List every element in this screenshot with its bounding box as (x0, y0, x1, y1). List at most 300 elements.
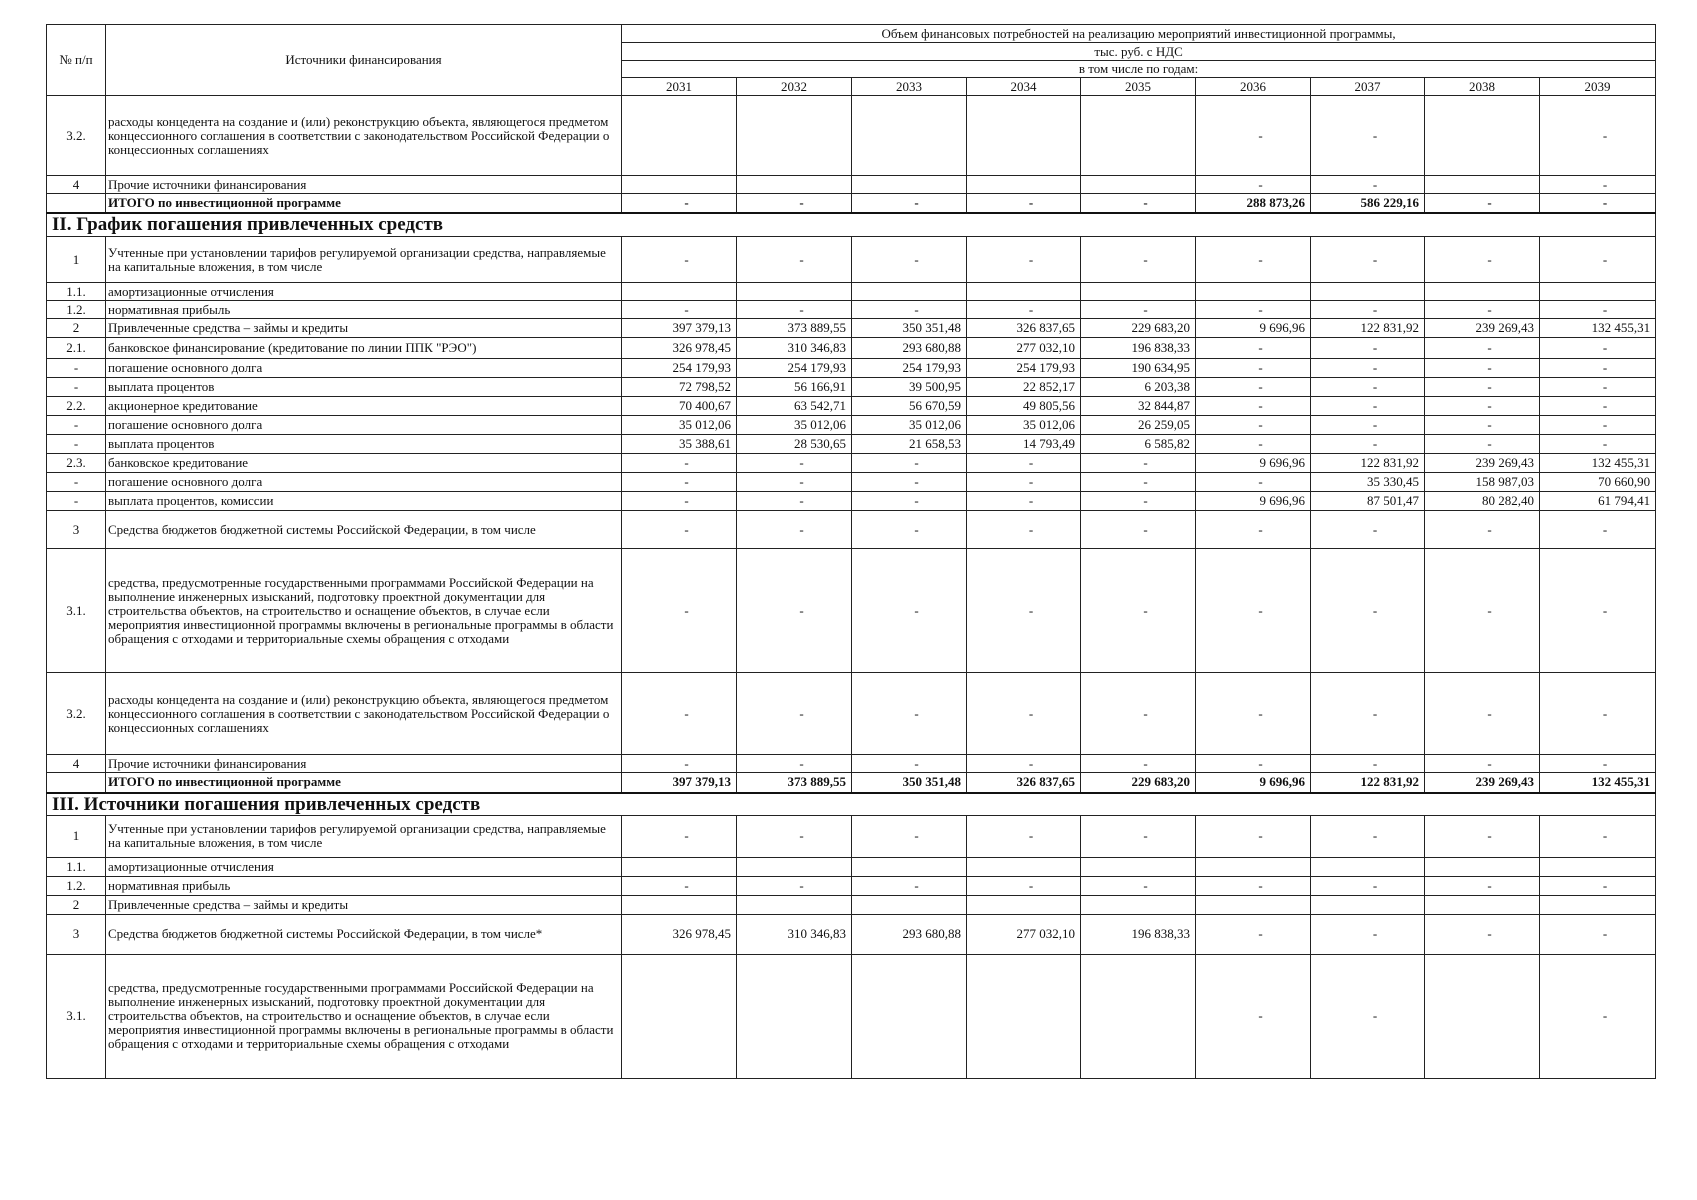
value-cell (1196, 283, 1311, 301)
table-row (47, 673, 1656, 755)
value-cell: - (852, 194, 967, 213)
row-number: 3.2. (47, 96, 106, 176)
value-cell: - (622, 454, 737, 473)
value-cell: - (737, 876, 852, 895)
row-number: 3 (47, 914, 106, 954)
value-cell: - (1311, 673, 1425, 755)
value-cell: - (1425, 416, 1540, 435)
value-cell: 196 838,33 (1081, 338, 1196, 359)
row-label: погашение основного долга (106, 416, 622, 435)
row-number: 1.1. (47, 283, 106, 301)
value-cell: - (1196, 359, 1311, 378)
row-number: - (47, 378, 106, 397)
value-cell: 35 012,06 (967, 416, 1081, 435)
table-row (47, 416, 1656, 435)
value-cell: - (1540, 954, 1656, 1078)
value-cell: - (622, 237, 737, 283)
col-header-year: 2031 (622, 78, 737, 96)
value-cell: - (622, 511, 737, 549)
row-label: ИТОГО по инвестиционной программе (106, 194, 622, 213)
row-label: амортизационные отчисления (106, 857, 622, 876)
col-header-source: Источники финансирования (106, 25, 622, 96)
value-cell: 239 269,43 (1425, 319, 1540, 338)
value-cell (967, 176, 1081, 194)
value-cell: - (1540, 237, 1656, 283)
total-row (47, 194, 1656, 213)
value-cell: 21 658,53 (852, 435, 967, 454)
value-cell: - (1311, 914, 1425, 954)
value-cell (1425, 96, 1540, 176)
value-cell: - (1311, 176, 1425, 194)
value-cell (852, 176, 967, 194)
table-row (47, 511, 1656, 549)
value-cell: 326 978,45 (622, 338, 737, 359)
section-heading: II. График погашения привлеченных средств (47, 213, 1656, 237)
value-cell: 28 530,65 (737, 435, 852, 454)
value-cell: 397 379,13 (622, 773, 737, 793)
value-cell: - (1311, 755, 1425, 773)
col-header-no: № п/п (47, 25, 106, 96)
value-cell: - (1196, 301, 1311, 319)
value-cell: - (1081, 301, 1196, 319)
value-cell (1425, 283, 1540, 301)
value-cell: - (852, 492, 967, 511)
table-row (47, 96, 1656, 176)
value-cell: 63 542,71 (737, 397, 852, 416)
value-cell: - (1311, 954, 1425, 1078)
table-row (47, 492, 1656, 511)
value-cell: - (1540, 378, 1656, 397)
table-row (47, 435, 1656, 454)
row-number: - (47, 416, 106, 435)
row-number: 1.1. (47, 857, 106, 876)
value-cell: - (1081, 492, 1196, 511)
value-cell: 239 269,43 (1425, 454, 1540, 473)
table-row (47, 857, 1656, 876)
col-header-year: 2038 (1425, 78, 1540, 96)
row-label: Средства бюджетов бюджетной системы Российской Федерации, в том числе* (106, 914, 622, 954)
value-cell: - (1540, 338, 1656, 359)
value-cell (1425, 857, 1540, 876)
value-cell (1311, 895, 1425, 914)
value-cell: 9 696,96 (1196, 454, 1311, 473)
row-label: выплата процентов, комиссии (106, 492, 622, 511)
value-cell: - (852, 473, 967, 492)
value-cell (1540, 283, 1656, 301)
value-cell: - (1081, 511, 1196, 549)
value-cell (622, 96, 737, 176)
value-cell: - (1081, 549, 1196, 673)
value-cell (1081, 96, 1196, 176)
value-cell: - (1540, 416, 1656, 435)
row-label: Прочие источники финансирования (106, 755, 622, 773)
value-cell: - (1081, 876, 1196, 895)
value-cell: - (1081, 194, 1196, 213)
value-cell: 254 179,93 (622, 359, 737, 378)
total-row (47, 773, 1656, 793)
value-cell: - (1425, 914, 1540, 954)
row-number: 2.2. (47, 397, 106, 416)
value-cell (622, 895, 737, 914)
value-cell: - (1540, 301, 1656, 319)
value-cell (622, 954, 737, 1078)
value-cell (737, 283, 852, 301)
table-row (47, 473, 1656, 492)
row-label: нормативная прибыль (106, 301, 622, 319)
value-cell: 122 831,92 (1311, 773, 1425, 793)
table-row (47, 815, 1656, 857)
value-cell: - (852, 815, 967, 857)
row-label: средства, предусмотренные государственными программами Российской Федерации на выполнение инженерных изысканий, подготовку проектной документации для строительства объектов, на строительство и оснащение объектов, в случае если мероприятия инвестиционной программы включены в региональные программы в области обращения с отходами и территориальные схемы обращения с отходами (106, 549, 622, 673)
value-cell (622, 857, 737, 876)
value-cell: 254 179,93 (852, 359, 967, 378)
value-cell: - (1081, 755, 1196, 773)
row-number: 3.1. (47, 954, 106, 1078)
value-cell: - (737, 492, 852, 511)
value-cell: 6 203,38 (1081, 378, 1196, 397)
value-cell: - (1540, 549, 1656, 673)
row-number: - (47, 492, 106, 511)
value-cell: - (1196, 755, 1311, 773)
row-label: Учтенные при установлении тарифов регулируемой организации средства, направляемые на капитальные вложения, в том числе (106, 815, 622, 857)
value-cell: 326 978,45 (622, 914, 737, 954)
table-row (47, 338, 1656, 359)
value-cell: - (967, 549, 1081, 673)
value-cell: - (967, 301, 1081, 319)
value-cell: - (737, 301, 852, 319)
row-number: 2 (47, 895, 106, 914)
value-cell: 397 379,13 (622, 319, 737, 338)
value-cell: 310 346,83 (737, 338, 852, 359)
row-label: банковское кредитование (106, 454, 622, 473)
value-cell: - (1540, 176, 1656, 194)
value-cell: 373 889,55 (737, 773, 852, 793)
table-row (47, 176, 1656, 194)
value-cell: - (1425, 338, 1540, 359)
value-cell (737, 954, 852, 1078)
section-heading-row (47, 793, 1656, 816)
value-cell: - (1311, 237, 1425, 283)
value-cell: - (1081, 473, 1196, 492)
value-cell: - (1081, 673, 1196, 755)
value-cell (622, 283, 737, 301)
value-cell: - (1311, 359, 1425, 378)
value-cell: 32 844,87 (1081, 397, 1196, 416)
section-heading: III. Источники погашения привлеченных средств (47, 793, 1656, 816)
value-cell: - (1425, 511, 1540, 549)
section-heading-row (47, 213, 1656, 237)
row-label: Прочие источники финансирования (106, 176, 622, 194)
value-cell: - (852, 454, 967, 473)
value-cell (622, 176, 737, 194)
value-cell: - (1196, 416, 1311, 435)
row-number: 1.2. (47, 301, 106, 319)
row-number: 1.2. (47, 876, 106, 895)
value-cell: 586 229,16 (1311, 194, 1425, 213)
value-cell: 132 455,31 (1540, 773, 1656, 793)
table-row (47, 895, 1656, 914)
value-cell: - (1425, 435, 1540, 454)
value-cell: - (737, 815, 852, 857)
value-cell: - (1425, 194, 1540, 213)
value-cell: 326 837,65 (967, 773, 1081, 793)
value-cell: - (1425, 549, 1540, 673)
value-cell: - (1540, 815, 1656, 857)
value-cell: - (1311, 416, 1425, 435)
value-cell: - (967, 237, 1081, 283)
table-years-caption: в том числе по годам: (622, 61, 1656, 78)
value-cell: 122 831,92 (1311, 319, 1425, 338)
value-cell: - (622, 549, 737, 673)
table-row (47, 954, 1656, 1078)
value-cell: 9 696,96 (1196, 319, 1311, 338)
row-label: Привлеченные средства – займы и кредиты (106, 895, 622, 914)
value-cell (737, 96, 852, 176)
value-cell: - (1540, 673, 1656, 755)
value-cell (1196, 895, 1311, 914)
value-cell: - (1425, 815, 1540, 857)
value-cell: - (1196, 435, 1311, 454)
col-header-year: 2039 (1540, 78, 1656, 96)
value-cell: 350 351,48 (852, 319, 967, 338)
value-cell: - (1081, 454, 1196, 473)
row-label: выплата процентов (106, 378, 622, 397)
value-cell: 9 696,96 (1196, 492, 1311, 511)
value-cell: 61 794,41 (1540, 492, 1656, 511)
value-cell: - (967, 194, 1081, 213)
value-cell: - (1425, 359, 1540, 378)
col-header-year: 2036 (1196, 78, 1311, 96)
value-cell: 132 455,31 (1540, 319, 1656, 338)
value-cell: 293 680,88 (852, 914, 967, 954)
value-cell (967, 857, 1081, 876)
value-cell (852, 895, 967, 914)
value-cell: - (1196, 876, 1311, 895)
value-cell: 310 346,83 (737, 914, 852, 954)
value-cell: - (622, 673, 737, 755)
value-cell: - (737, 511, 852, 549)
value-cell: - (1311, 549, 1425, 673)
value-cell: 196 838,33 (1081, 914, 1196, 954)
value-cell: - (737, 755, 852, 773)
value-cell: 373 889,55 (737, 319, 852, 338)
value-cell: - (1196, 378, 1311, 397)
value-cell: - (1081, 815, 1196, 857)
value-cell: 70 660,90 (1540, 473, 1656, 492)
value-cell: 35 012,06 (737, 416, 852, 435)
row-label: амортизационные отчисления (106, 283, 622, 301)
value-cell: - (622, 473, 737, 492)
value-cell: - (1196, 176, 1311, 194)
value-cell: - (622, 815, 737, 857)
table-row (47, 454, 1656, 473)
value-cell: - (1081, 237, 1196, 283)
row-number (47, 194, 106, 213)
row-label: погашение основного долга (106, 359, 622, 378)
value-cell: - (1311, 815, 1425, 857)
value-cell (1081, 176, 1196, 194)
value-cell: - (1540, 511, 1656, 549)
row-label: погашение основного долга (106, 473, 622, 492)
value-cell: - (852, 237, 967, 283)
value-cell: 35 012,06 (852, 416, 967, 435)
value-cell: - (852, 549, 967, 673)
value-cell: 14 793,49 (967, 435, 1081, 454)
row-label: банковское финансирование (кредитование по линии ППК "РЭО") (106, 338, 622, 359)
value-cell: 122 831,92 (1311, 454, 1425, 473)
value-cell: - (1540, 755, 1656, 773)
row-number: - (47, 435, 106, 454)
value-cell: - (1311, 511, 1425, 549)
value-cell (737, 857, 852, 876)
value-cell: 26 259,05 (1081, 416, 1196, 435)
value-cell: 229 683,20 (1081, 773, 1196, 793)
value-cell (1540, 895, 1656, 914)
value-cell: 35 012,06 (622, 416, 737, 435)
row-number: 2.1. (47, 338, 106, 359)
value-cell: - (967, 511, 1081, 549)
value-cell: - (1196, 338, 1311, 359)
row-number: 2.3. (47, 454, 106, 473)
row-label: Учтенные при установлении тарифов регулируемой организации средства, направляемые на капитальные вложения, в том числе (106, 237, 622, 283)
value-cell: - (967, 492, 1081, 511)
table-row (47, 283, 1656, 301)
value-cell: 229 683,20 (1081, 319, 1196, 338)
value-cell: - (1311, 378, 1425, 397)
value-cell: - (737, 454, 852, 473)
value-cell: 254 179,93 (967, 359, 1081, 378)
value-cell (1081, 895, 1196, 914)
value-cell (852, 857, 967, 876)
row-number: 4 (47, 755, 106, 773)
table-row (47, 237, 1656, 283)
value-cell: - (967, 815, 1081, 857)
value-cell (1311, 283, 1425, 301)
value-cell: - (1196, 549, 1311, 673)
value-cell: - (1196, 914, 1311, 954)
value-cell: - (622, 755, 737, 773)
value-cell (1425, 176, 1540, 194)
value-cell: 56 670,59 (852, 397, 967, 416)
table-row (47, 301, 1656, 319)
value-cell (967, 954, 1081, 1078)
table-row (47, 549, 1656, 673)
value-cell: - (1196, 815, 1311, 857)
value-cell (1425, 954, 1540, 1078)
row-label: средства, предусмотренные государственными программами Российской Федерации на выполнение инженерных изысканий, подготовку проектной документации для строительства объектов, на строительство и оснащение объектов, в случае если мероприятия инвестиционной программы включены в региональные программы в области обращения с отходами и территориальные схемы обращения с отходами (106, 954, 622, 1078)
value-cell: 158 987,03 (1425, 473, 1540, 492)
row-number (47, 773, 106, 793)
value-cell: - (737, 237, 852, 283)
value-cell: - (1196, 673, 1311, 755)
value-cell (852, 283, 967, 301)
value-cell (1311, 857, 1425, 876)
value-cell: - (852, 876, 967, 895)
table-row (47, 397, 1656, 416)
value-cell: - (622, 876, 737, 895)
value-cell: - (1540, 876, 1656, 895)
table-unit: тыс. руб. с НДС (622, 43, 1656, 61)
value-cell: - (852, 301, 967, 319)
row-label: Средства бюджетов бюджетной системы Российской Федерации, в том числе (106, 511, 622, 549)
value-cell: - (967, 755, 1081, 773)
col-header-year: 2035 (1081, 78, 1196, 96)
value-cell (737, 176, 852, 194)
value-cell: - (1311, 397, 1425, 416)
row-number: - (47, 359, 106, 378)
col-header-year: 2034 (967, 78, 1081, 96)
value-cell: - (737, 194, 852, 213)
value-cell (1540, 857, 1656, 876)
value-cell: - (1540, 96, 1656, 176)
value-cell: - (1425, 755, 1540, 773)
col-header-year: 2032 (737, 78, 852, 96)
value-cell: 72 798,52 (622, 378, 737, 397)
value-cell: 70 400,67 (622, 397, 737, 416)
table-row (47, 319, 1656, 338)
value-cell: 277 032,10 (967, 914, 1081, 954)
value-cell: - (1196, 397, 1311, 416)
value-cell: - (1196, 96, 1311, 176)
value-cell: - (1311, 338, 1425, 359)
value-cell (1081, 954, 1196, 1078)
value-cell: - (852, 511, 967, 549)
value-cell: - (1540, 435, 1656, 454)
value-cell: - (1196, 954, 1311, 1078)
value-cell (967, 895, 1081, 914)
row-label: выплата процентов (106, 435, 622, 454)
row-number: 1 (47, 237, 106, 283)
row-number: 3.1. (47, 549, 106, 673)
value-cell: - (1540, 359, 1656, 378)
value-cell: - (737, 473, 852, 492)
value-cell: 80 282,40 (1425, 492, 1540, 511)
value-cell: - (622, 492, 737, 511)
value-cell: - (1196, 237, 1311, 283)
value-cell (1081, 283, 1196, 301)
value-cell: 254 179,93 (737, 359, 852, 378)
value-cell: - (1311, 96, 1425, 176)
value-cell: - (1540, 914, 1656, 954)
table-row (47, 914, 1656, 954)
row-label: ИТОГО по инвестиционной программе (106, 773, 622, 793)
value-cell: 293 680,88 (852, 338, 967, 359)
row-label: расходы концедента на создание и (или) реконструкцию объекта, являющегося предметом концессионного соглашения в соответствии с законодательством Российской Федерации о концессионных соглашениях (106, 673, 622, 755)
value-cell: - (1425, 237, 1540, 283)
value-cell (1425, 895, 1540, 914)
value-cell: - (737, 673, 852, 755)
value-cell: - (1311, 301, 1425, 319)
value-cell: - (1196, 473, 1311, 492)
value-cell: - (1540, 397, 1656, 416)
value-cell: - (1311, 876, 1425, 895)
value-cell: - (967, 473, 1081, 492)
row-number: 4 (47, 176, 106, 194)
col-header-year: 2037 (1311, 78, 1425, 96)
value-cell (852, 96, 967, 176)
row-label: акционерное кредитование (106, 397, 622, 416)
value-cell: - (852, 755, 967, 773)
value-cell: - (1311, 435, 1425, 454)
value-cell (852, 954, 967, 1078)
table-row (47, 876, 1656, 895)
row-number: 2 (47, 319, 106, 338)
value-cell: 87 501,47 (1311, 492, 1425, 511)
value-cell (737, 895, 852, 914)
value-cell: 6 585,82 (1081, 435, 1196, 454)
value-cell: 22 852,17 (967, 378, 1081, 397)
value-cell: 190 634,95 (1081, 359, 1196, 378)
